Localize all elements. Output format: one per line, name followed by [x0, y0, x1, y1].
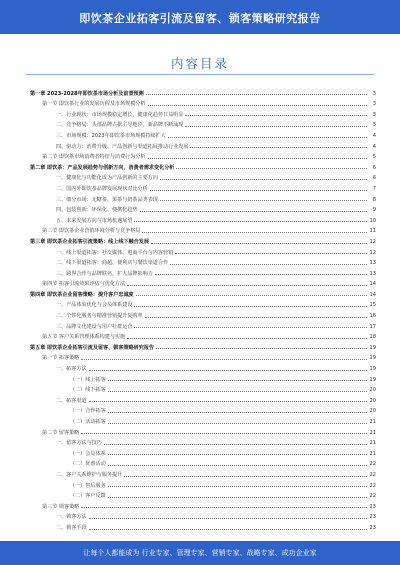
toc-entry-title: （二）客户反馈: [70, 493, 106, 500]
toc-entry[interactable]: [30, 372, 376, 383]
toc-entry-page: 23: [369, 524, 376, 531]
toc-entry-title: 第三节 即饮茶企业营销环境分析与竞争格局: [42, 228, 141, 235]
toc-leader-dots: [108, 391, 367, 392]
toc-leader-dots: [176, 168, 367, 169]
toc-entry[interactable]: [30, 181, 376, 192]
toc-entry-title: 一、锁客方法: [56, 514, 87, 521]
toc-entry[interactable]: [30, 520, 376, 531]
report-title: 即饮茶企业拓客引流及留客、锁客策略研究报告: [79, 12, 321, 25]
toc-entry-title: 第一章 2023-2028年即饮茶市场分析及前景预测: [30, 90, 144, 97]
toc-entry-page: 14: [369, 281, 376, 288]
toc-entry-title: 第四节 拓客引流效果评估与优化方法: [42, 281, 126, 288]
toc-entry-title: 四、驱动力：消费升级、产品创新与渠道拓展推动行业发展: [56, 143, 189, 150]
toc-entry-title: 二、国内外即饮茶品牌发展现状对比分析: [56, 185, 148, 192]
toc-leader-dots: [156, 348, 367, 349]
toc-leader-dots: [148, 158, 368, 159]
toc-entry-title: （二）活动拓客: [70, 419, 106, 425]
toc-leader-dots: [134, 221, 367, 222]
toc-leader-dots: [89, 529, 367, 530]
toc-entry[interactable]: [30, 361, 376, 372]
toc-entry-title: 一、健康化与功能化成为产品创新的主要方向: [56, 175, 158, 182]
toc-entry-title: 第三章 即饮茶企业拓客引流策略：线上线下融合发展: [30, 238, 149, 245]
footer-slogan: 让每个人都能成为 行业专家、管理专家、营销专家、战略专家、成功企业家: [83, 549, 317, 557]
toc-entry-page: 22: [369, 493, 376, 500]
toc-entry[interactable]: [30, 489, 376, 500]
toc-entry-page: 9: [372, 207, 376, 214]
toc-entry-page: 21: [369, 419, 376, 425]
toc-entry-page: 4: [372, 132, 376, 139]
toc-entry-title: 二、个性化服务与精准营销提升复购率: [56, 313, 143, 320]
toc-leader-dots: [108, 380, 367, 381]
toc-entry-title: 一、行业现状：市场规模稳定增长，健康化趋势日益明显: [56, 111, 184, 118]
toc-entry-title: 第二节 留客策略: [42, 429, 80, 436]
toc-entry-page: 19: [369, 344, 376, 351]
toc-entry[interactable]: [30, 319, 376, 330]
toc-entry-page: 21: [369, 450, 376, 457]
toc-entry[interactable]: [30, 245, 376, 256]
toc-entry-title: 第二章 即饮茶：产品发展趋势与创新方向，消费者需求变化分析: [30, 164, 175, 171]
toc-entry[interactable]: [30, 213, 376, 224]
toc-entry[interactable]: [30, 97, 376, 108]
toc-entry-page: 22: [369, 482, 376, 489]
toc-entry[interactable]: [30, 308, 376, 319]
toc-entry[interactable]: [30, 499, 376, 510]
toc-leader-dots: [185, 115, 367, 116]
toc-entry[interactable]: [30, 330, 376, 341]
toc-entry-title: 三、市场规模：2023年即饮茶市场规模持续扩大: [56, 132, 166, 139]
toc-entry[interactable]: [30, 224, 376, 235]
toc-leader-dots: [136, 295, 367, 296]
toc-entry-title: 第四章 即饮茶企业留客策略：提升客户忠诚度: [30, 291, 134, 298]
toc-entry[interactable]: [30, 86, 376, 97]
toc-entry-page: 3: [372, 90, 376, 97]
toc-entry-page: 6: [372, 164, 376, 171]
toc-leader-dots: [134, 306, 367, 307]
toc-leader-dots: [190, 147, 367, 148]
toc-entry-title: 二、竞争格局：头部品牌占据主导地位，新品牌不断涌现: [56, 122, 184, 129]
toc-leader-dots: [160, 200, 367, 201]
toc-leader-dots: [150, 190, 367, 191]
toc-entry-title: 三、细分市场：无糖茶、果茶与奶茶品类表现: [56, 196, 158, 203]
toc-entry-title: 三、跨界合作与品牌联名，扩大品牌影响力: [56, 270, 153, 277]
toc-entry[interactable]: [30, 340, 376, 351]
toc-leader-dots: [175, 253, 367, 254]
toc-entry-page: 5: [372, 154, 376, 161]
toc-leader-dots: [108, 465, 367, 466]
toc-entry[interactable]: [30, 383, 376, 394]
toc-entry-page: 4: [372, 143, 376, 150]
toc-leader-dots: [127, 285, 367, 286]
toc-entry-page: 12: [369, 249, 376, 256]
toc-leader-dots: [89, 518, 367, 519]
toc-entry-page: 6: [372, 175, 376, 182]
toc-entry-page: 22: [369, 461, 376, 468]
toc-entry-title: 四、包装创新：环保化、便携化趋势: [56, 207, 138, 214]
toc-entry-page: 23: [369, 503, 376, 510]
toc-entry-page: 19: [369, 355, 376, 362]
toc-entry[interactable]: [30, 478, 376, 489]
toc-entry[interactable]: [30, 128, 376, 139]
toc-leader-dots: [108, 423, 367, 424]
toc-entry[interactable]: [30, 160, 376, 171]
toc-entry-page: 19: [369, 376, 376, 383]
toc-entry[interactable]: [30, 203, 376, 214]
toc-leader-dots: [81, 433, 367, 434]
toc-entry-title: （一）会员体系: [70, 450, 106, 457]
toc-entry[interactable]: [30, 351, 376, 362]
toc-leader-dots: [168, 137, 367, 138]
toc-entry-title: （二）优惠活动: [70, 461, 106, 468]
toc-entry-title: （一）合作拓客: [70, 408, 106, 415]
toc-leader-dots: [108, 486, 367, 487]
toc-entry[interactable]: [30, 393, 376, 404]
toc-entry-page: 20: [369, 387, 376, 394]
toc-entry-page: 11: [369, 228, 376, 235]
toc-entry-title: 第五章 即饮茶企业拓客引流及留客、锁客策略研究报告: [30, 344, 155, 351]
table-of-contents: [30, 86, 376, 531]
toc-entry-title: 第一节 拓客策略: [42, 355, 80, 362]
toc-heading: 内容目录: [170, 56, 229, 71]
toc-entry-page: 21: [369, 429, 376, 436]
toc-entry[interactable]: [30, 467, 376, 478]
toc-entry-title: 三、品牌文化建设与用户社群运营: [56, 323, 133, 330]
toc-entry-title: 二、锁客手段: [56, 524, 87, 531]
toc-leader-dots: [108, 497, 367, 498]
toc-entry-page: 20: [369, 397, 376, 404]
toc-leader-dots: [124, 476, 367, 477]
toc-leader-dots: [160, 179, 367, 180]
toc-entry-title: 二、线下渠道拓客：商超、便利店与餐饮渠道合作: [56, 260, 169, 267]
toc-leader-dots: [142, 232, 367, 233]
toc-entry-title: 第五节 客户关系管理体系构建与实施: [42, 334, 126, 341]
toc-entry[interactable]: [30, 107, 376, 118]
toc-leader-dots: [108, 412, 367, 413]
toc-entry[interactable]: [30, 192, 376, 203]
toc-entry-title: 二、拓客渠道: [56, 397, 87, 404]
toc-entry-page: 18: [369, 334, 376, 341]
toc-leader-dots: [134, 327, 367, 328]
toc-leader-dots: [108, 454, 367, 455]
toc-leader-dots: [81, 507, 367, 508]
toc-entry[interactable]: [30, 510, 376, 521]
toc-leader-dots: [155, 274, 367, 275]
toc-leader-dots: [146, 94, 367, 95]
toc-leader-dots: [104, 444, 367, 445]
toc-entry[interactable]: [30, 414, 376, 425]
title-divider: [26, 74, 374, 75]
toc-entry-title: 一、线上渠道拓客：社交媒体、电商平台与内容营销: [56, 249, 174, 256]
toc-entry-title: （一）线上拓客: [70, 376, 106, 383]
toc-leader-dots: [170, 264, 367, 265]
toc-leader-dots: [89, 401, 367, 402]
toc-entry-title: 第二节 即饮茶市场消费者特征与消费行为分析: [42, 154, 146, 161]
toc-entry-page: 12: [369, 238, 376, 245]
toc-entry-title: 一、留客方法与技巧: [56, 440, 102, 447]
toc-entry-title: 五、未来发展方向与市场机遇展望: [56, 217, 133, 224]
toc-leader-dots: [145, 317, 367, 318]
toc-entry-page: 3: [372, 122, 376, 129]
toc-leader-dots: [151, 243, 367, 244]
toc-entry[interactable]: [30, 277, 376, 288]
toc-entry[interactable]: [30, 118, 376, 129]
toc-entry-page: 19: [369, 366, 376, 373]
toc-entry[interactable]: [30, 171, 376, 182]
toc-entry-title: 第一节 即饮茶行业的发展历程及市场规模分析: [42, 101, 146, 108]
toc-entry-page: 10: [369, 217, 376, 224]
toc-entry-page: 8: [372, 196, 376, 203]
toc-entry-page: 3: [372, 101, 376, 108]
toc-entry-title: 二、客户关系维护与服务提升: [56, 471, 123, 478]
toc-entry-title: 第三节 锁客策略: [42, 503, 80, 510]
toc-entry-page: 3: [372, 111, 376, 118]
toc-entry-page: 21: [369, 440, 376, 447]
toc-entry-page: 7: [372, 185, 376, 192]
toc-entry-page: 20: [369, 408, 376, 415]
toc-leader-dots: [185, 126, 367, 127]
toc-entry-page: 13: [369, 260, 376, 267]
toc-entry-page: 22: [369, 471, 376, 478]
toc-entry-page: 16: [369, 313, 376, 320]
toc-entry[interactable]: [30, 457, 376, 468]
toc-entry[interactable]: [30, 139, 376, 150]
toc-entry-title: 一、拓客方法: [56, 366, 87, 373]
toc-entry[interactable]: [30, 150, 376, 161]
toc-entry[interactable]: [30, 266, 376, 277]
toc-entry[interactable]: [30, 436, 376, 447]
toc-entry[interactable]: [30, 425, 376, 436]
toc-entry-page: 23: [369, 514, 376, 521]
toc-leader-dots: [89, 370, 367, 371]
toc-entry[interactable]: [30, 404, 376, 415]
toc-entry[interactable]: [30, 298, 376, 309]
toc-entry-page: 14: [369, 291, 376, 298]
toc-leader-dots: [140, 211, 367, 212]
toc-entry-title: （一）售后服务: [70, 482, 106, 489]
toc-entry-title: （二）线下拓客: [70, 387, 106, 394]
toc-entry[interactable]: [30, 256, 376, 267]
toc-entry[interactable]: [30, 234, 376, 245]
toc-entry-page: 13: [369, 270, 376, 277]
toc-entry-page: 15: [369, 302, 376, 309]
toc-leader-dots: [81, 359, 367, 360]
toc-entry-title: 一、产品体验优化与会员体系建设: [56, 302, 133, 309]
toc-entry-page: 17: [369, 323, 376, 330]
toc-entry[interactable]: [30, 446, 376, 457]
toc-entry[interactable]: [30, 287, 376, 298]
toc-leader-dots: [127, 338, 367, 339]
toc-leader-dots: [148, 105, 368, 106]
